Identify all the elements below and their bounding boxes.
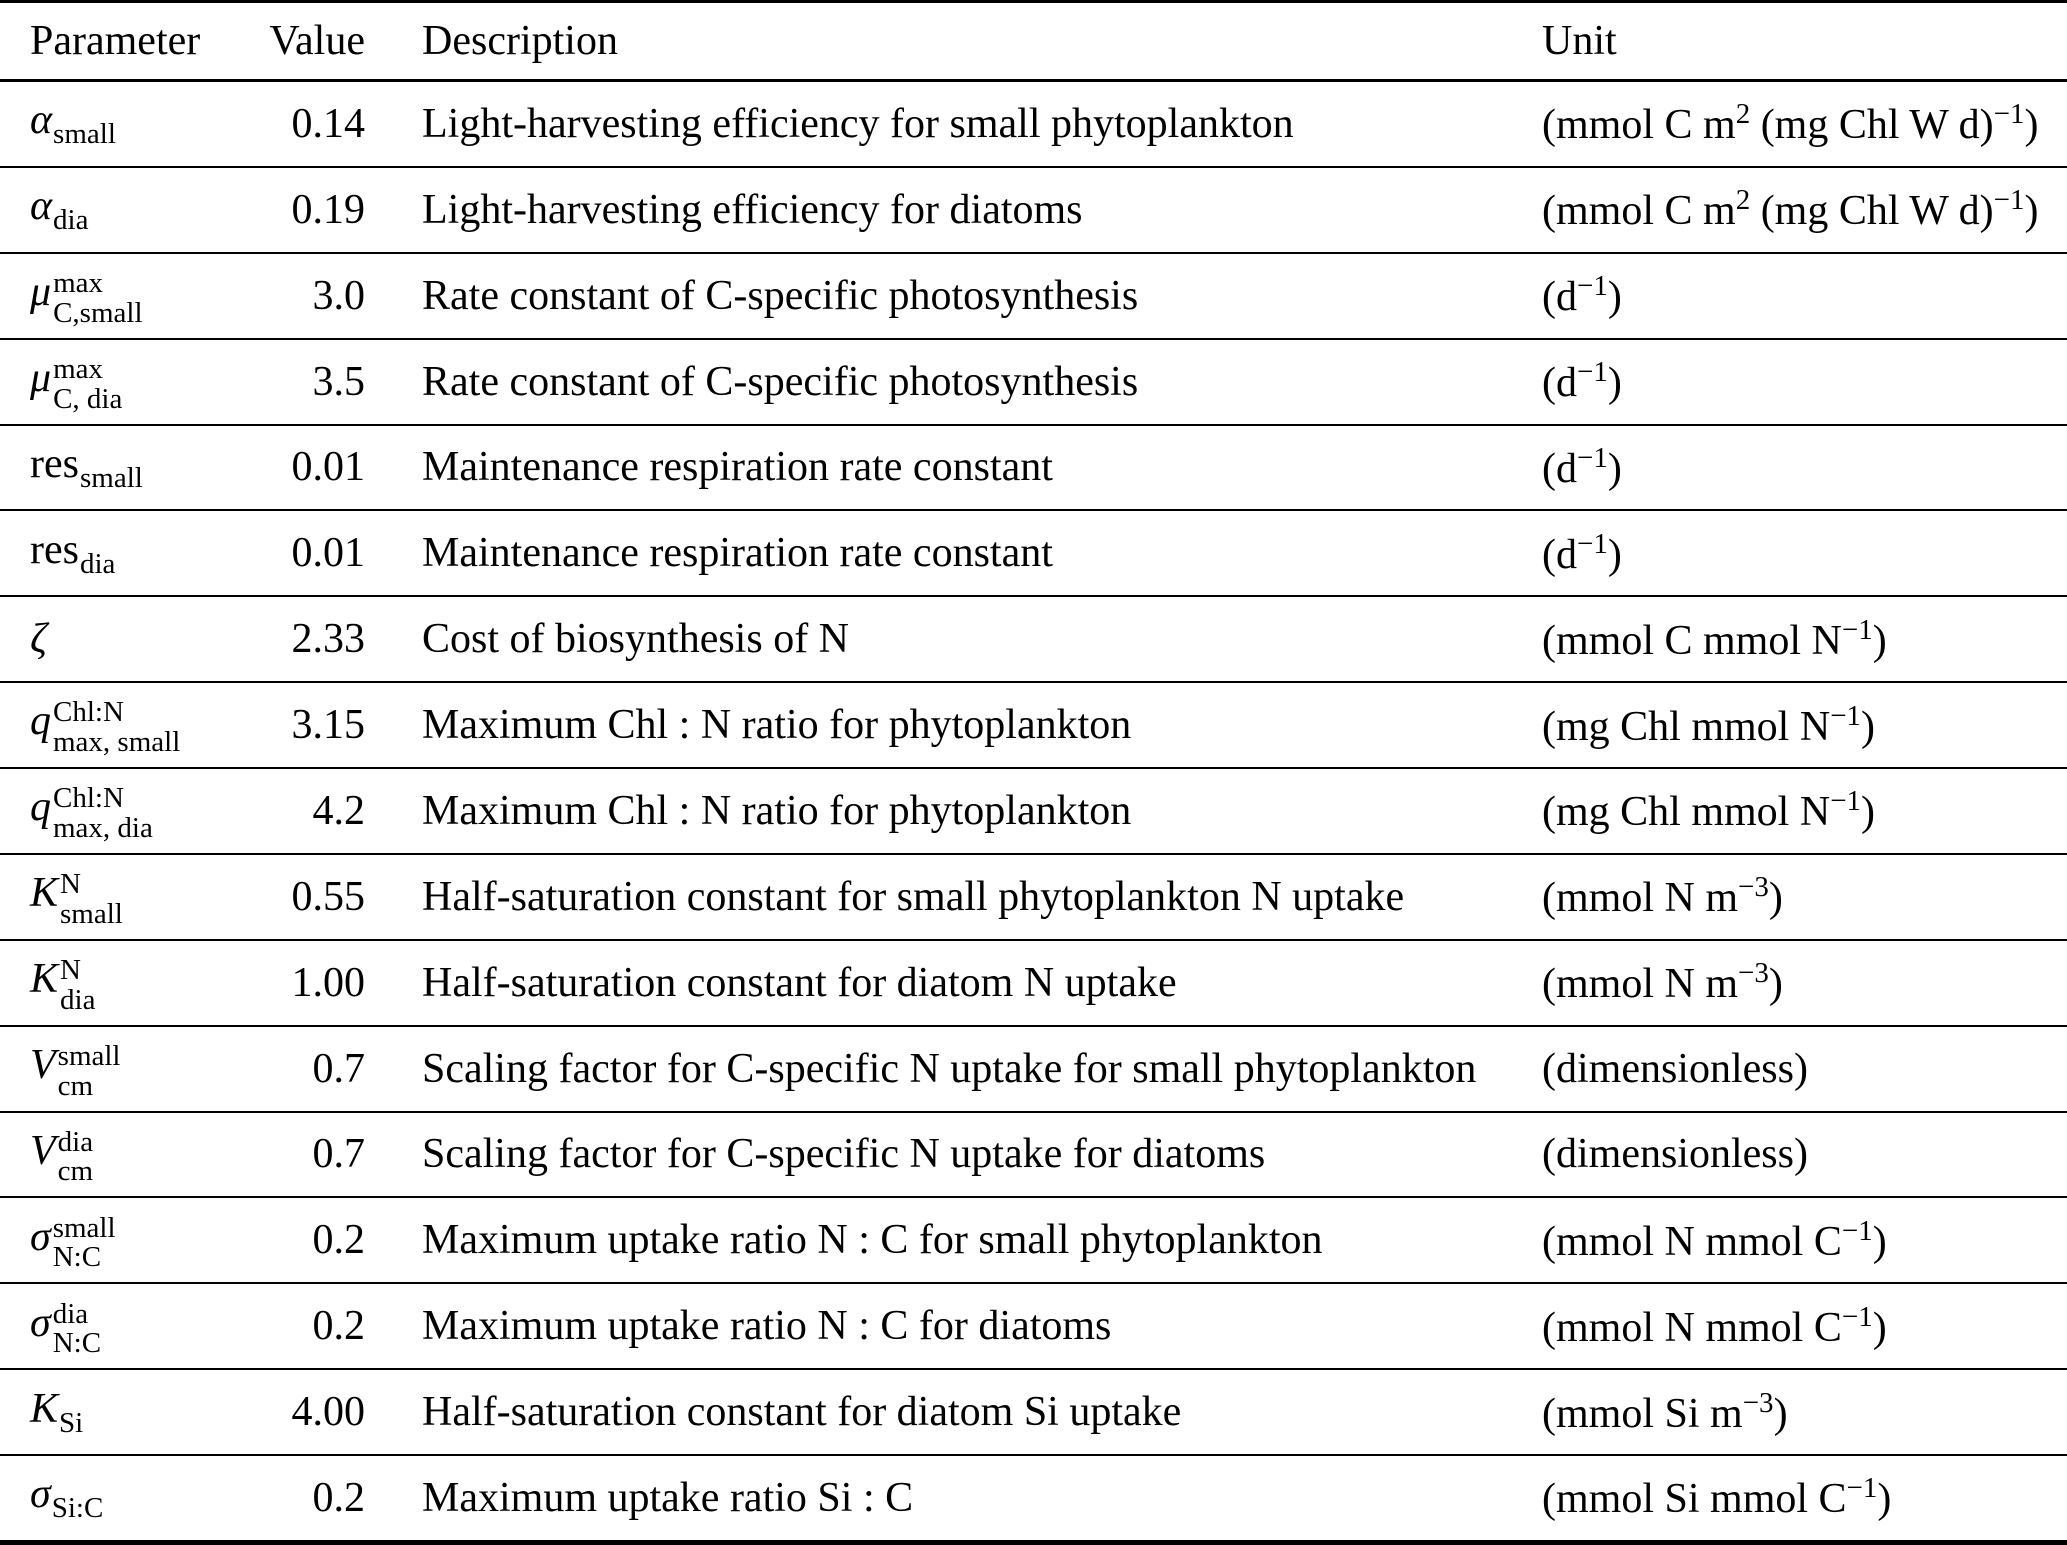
parameter-scripts <box>52 1297 102 1360</box>
unit-text: (dimensionless) <box>1542 1131 1808 1178</box>
description-cell: Half-saturation constant for diatom N uptake <box>422 959 1177 1006</box>
unit-text: ) <box>1872 1218 1887 1265</box>
table-row <box>0 426 2067 512</box>
unit-text: ) <box>1773 1390 1788 1437</box>
parameter-symbol: σ <box>30 1471 51 1518</box>
parameter-cell <box>0 615 250 663</box>
parameter-cell <box>0 1297 250 1360</box>
value-cell: 0.2 <box>312 1474 365 1521</box>
unit-cell <box>1542 1472 2067 1523</box>
value-cell: 4.00 <box>291 1389 365 1436</box>
parameter-superscript: max <box>53 267 104 300</box>
value-cell: 2.33 <box>291 616 365 663</box>
parameter-subscript: Si <box>59 1406 84 1439</box>
unit-superscript: −3 <box>1738 871 1769 904</box>
value-cell: 3.15 <box>291 702 365 749</box>
unit-cell <box>1542 700 2067 751</box>
unit-text: (mmol N mmol C <box>1542 1304 1842 1351</box>
table-row <box>0 340 2067 426</box>
parameter-cell <box>0 1470 250 1525</box>
parameter-symbol: σ <box>30 1213 51 1260</box>
unit-superscript: −3 <box>1738 957 1769 990</box>
unit-superscript: −1 <box>1830 699 1862 732</box>
unit-text: ) <box>1872 617 1887 664</box>
table-row <box>0 683 2067 769</box>
parameter-subscript: N:C <box>52 1327 102 1360</box>
table-row <box>0 1284 2067 1370</box>
unit-superscript: −1 <box>1830 785 1862 818</box>
parameter-subscript: small <box>79 461 143 494</box>
unit-text: ) <box>1877 1476 1892 1523</box>
parameter-subscript: dia <box>79 547 116 580</box>
description-cell: Maintenance respiration rate constant <box>422 444 1053 491</box>
unit-cell <box>1542 614 2067 665</box>
unit-text: (mg Chl mmol N <box>1542 789 1831 836</box>
parameter-superscript: max <box>53 352 104 385</box>
parameter-subscript: small <box>53 118 116 151</box>
unit-superscript: −1 <box>1993 184 2025 217</box>
parameter-cell <box>0 695 250 759</box>
value-cell: 0.19 <box>291 186 365 233</box>
parameter-subscript: C,small <box>53 296 143 329</box>
unit-superscript: −1 <box>1841 1300 1873 1333</box>
unit-superscript: −1 <box>1841 1214 1873 1247</box>
parameter-scripts <box>60 956 95 1015</box>
parameter-symbol: ζ <box>30 616 48 663</box>
unit-text: ) <box>2024 102 2039 149</box>
description-cell: Rate constant of C-specific photosynthesis <box>422 358 1139 405</box>
value-cell: 0.01 <box>291 530 365 577</box>
table-row <box>0 597 2067 683</box>
parameter-subscript: dia <box>53 204 89 237</box>
parameter-subscript: Si:C <box>51 1492 104 1525</box>
unit-superscript: −1 <box>1846 1472 1878 1505</box>
table-row <box>0 1113 2067 1199</box>
unit-text: (mg Chl W d) <box>1750 102 1994 149</box>
unit-text: ) <box>1768 961 1783 1008</box>
parameter-scripts <box>57 1039 121 1102</box>
description-cell: Maintenance respiration rate constant <box>422 530 1053 577</box>
unit-text: ) <box>1768 875 1783 922</box>
col-header-parameter: Parameter <box>30 18 201 64</box>
value-cell: 3.0 <box>312 272 365 319</box>
unit-cell <box>1542 871 2067 922</box>
unit-superscript: −1 <box>1577 356 1608 389</box>
value-cell: 3.5 <box>312 358 365 405</box>
unit-cell <box>1542 1387 2067 1438</box>
parameter-subscript: cm <box>57 1155 94 1188</box>
unit-superscript: 2 <box>1735 98 1751 131</box>
parameter-cell <box>0 96 250 151</box>
description-cell: Half-saturation constant for diatom Si uptake <box>422 1389 1182 1436</box>
description-cell: Half-saturation constant for small phytoplankton N uptake <box>422 873 1405 920</box>
unit-text: ) <box>1607 360 1622 407</box>
parameter-cell <box>0 182 250 237</box>
unit-text: (mg Chl W d) <box>1750 188 1994 235</box>
parameter-superscript: N <box>60 868 81 901</box>
unit-text: (d <box>1542 274 1577 321</box>
col-header-unit: Unit <box>1542 18 1617 64</box>
table-row <box>0 168 2067 254</box>
value-cell: 1.00 <box>291 959 365 1006</box>
unit-text: (d <box>1542 360 1577 407</box>
parameter-superscript: dia <box>57 1125 94 1158</box>
unit-cell <box>1542 270 2067 321</box>
table-row <box>0 1198 2067 1284</box>
parameter-subscript: dia <box>60 983 96 1016</box>
parameter-symbol: μ <box>30 355 52 402</box>
parameter-symbol: res <box>30 526 79 573</box>
unit-cell <box>1542 1215 2067 1266</box>
parameter-scripts <box>60 870 123 929</box>
table-row <box>0 511 2067 597</box>
unit-text: (d <box>1542 445 1577 492</box>
parameter-subscript: cm <box>57 1069 94 1102</box>
unit-text: (mmol N m <box>1542 875 1738 922</box>
value-cell: 0.55 <box>291 873 365 920</box>
table-row <box>0 254 2067 340</box>
col-header-value: Value <box>269 18 365 64</box>
parameter-scripts <box>53 269 142 328</box>
parameter-scripts <box>52 1211 116 1274</box>
unit-text: ) <box>2024 188 2039 235</box>
unit-cell <box>1542 785 2067 836</box>
unit-superscript: −1 <box>1577 527 1608 560</box>
unit-superscript: 2 <box>1735 184 1751 217</box>
table-body <box>0 82 2067 1540</box>
parameter-symbol: σ <box>30 1299 51 1346</box>
value-cell: 4.2 <box>312 787 365 834</box>
parameter-superscript: dia <box>52 1297 89 1330</box>
description-cell: Rate constant of C-specific photosynthesis <box>422 272 1139 319</box>
parameter-cell <box>0 1385 250 1440</box>
unit-superscript: −1 <box>1993 98 2025 131</box>
value-cell: 0.01 <box>291 444 365 491</box>
col-header-description: Description <box>422 18 618 64</box>
table-row <box>0 82 2067 168</box>
unit-cell <box>1542 184 2067 235</box>
parameter-cell <box>0 526 250 581</box>
table-bottom-rule <box>0 1540 2067 1545</box>
unit-text: ) <box>1607 445 1622 492</box>
unit-cell <box>1542 1130 2067 1178</box>
parameter-cell <box>0 781 250 844</box>
parameter-superscript: Chl:N <box>53 782 124 815</box>
description-cell: Maximum uptake ratio N : C for small phytoplankton <box>422 1217 1323 1264</box>
parameter-symbol: K <box>30 1385 59 1432</box>
unit-text: (mmol C mmol N <box>1542 617 1842 664</box>
table-row <box>0 1370 2067 1456</box>
unit-text: ) <box>1872 1304 1887 1351</box>
parameter-symbol: V <box>30 1128 56 1175</box>
table-row <box>0 941 2067 1027</box>
parameter-symbol: μ <box>30 269 52 316</box>
value-cell: 0.7 <box>312 1131 365 1178</box>
value-cell: 0.2 <box>312 1303 365 1350</box>
parameter-superscript: Chl:N <box>53 696 124 729</box>
unit-text: (mmol N mmol C <box>1542 1218 1842 1265</box>
unit-text: ) <box>1861 789 1876 836</box>
parameter-cell <box>0 266 250 329</box>
parameter-subscript: C, dia <box>53 382 123 415</box>
unit-text: (mmol Si mmol C <box>1542 1476 1847 1523</box>
unit-text: ) <box>1607 274 1622 321</box>
unit-text: (d <box>1542 531 1577 578</box>
description-cell: Maximum Chl : N ratio for phytoplankton <box>422 702 1132 749</box>
parameter-symbol: K <box>30 870 59 917</box>
unit-text: (mmol N m <box>1542 961 1738 1008</box>
parameter-subscript: N:C <box>52 1241 102 1274</box>
parameter-subscript: max, small <box>53 726 181 759</box>
unit-superscript: −1 <box>1577 441 1608 474</box>
unit-superscript: −3 <box>1742 1386 1774 1419</box>
unit-text: (dimensionless) <box>1542 1045 1808 1092</box>
description-cell: Scaling factor for C-specific N uptake for diatoms <box>422 1131 1266 1178</box>
unit-cell <box>1542 1301 2067 1352</box>
table-row <box>0 855 2067 941</box>
value-cell: 0.14 <box>291 100 365 147</box>
table-row <box>0 1027 2067 1113</box>
table-row <box>0 769 2067 855</box>
parameter-superscript: N <box>60 954 81 987</box>
description-cell: Light-harvesting efficiency for diatoms <box>422 186 1083 233</box>
parameter-superscript: small <box>57 1039 121 1072</box>
parameter-cell <box>0 1039 250 1102</box>
parameter-symbol: K <box>30 956 59 1003</box>
unit-text: (mmol C m <box>1542 188 1736 235</box>
parameter-cell <box>0 352 250 415</box>
parameter-cell <box>0 953 250 1016</box>
parameter-cell <box>0 867 250 930</box>
unit-cell <box>1542 442 2067 493</box>
parameter-superscript: small <box>52 1211 116 1244</box>
description-cell: Scaling factor for C-specific N uptake for small phytoplankton <box>422 1045 1477 1092</box>
parameter-subscript: max, dia <box>53 811 153 844</box>
unit-text: (mg Chl mmol N <box>1542 703 1831 750</box>
unit-superscript: −1 <box>1577 270 1608 303</box>
description-cell: Light-harvesting efficiency for small phytoplankton <box>422 100 1294 147</box>
unit-cell <box>1542 957 2067 1008</box>
description-cell: Maximum uptake ratio Si : C <box>422 1474 914 1521</box>
parameter-cell <box>0 440 250 495</box>
parameter-symbol: q <box>30 698 51 745</box>
parameter-subscript: small <box>60 897 123 930</box>
description-cell: Maximum uptake ratio N : C for diatoms <box>422 1303 1112 1350</box>
unit-superscript: −1 <box>1841 613 1873 646</box>
unit-text: (mmol Si m <box>1542 1390 1743 1437</box>
description-cell: Maximum Chl : N ratio for phytoplankton <box>422 787 1132 834</box>
parameter-symbol: α <box>30 183 53 230</box>
unit-text: (mmol C m <box>1542 102 1736 149</box>
value-cell: 0.2 <box>312 1217 365 1264</box>
unit-cell <box>1542 528 2067 579</box>
unit-cell <box>1542 356 2067 407</box>
value-cell: 0.7 <box>312 1045 365 1092</box>
parameter-symbol: V <box>30 1042 56 1089</box>
description-cell: Cost of biosynthesis of N <box>422 616 850 663</box>
parameter-scripts <box>53 352 123 415</box>
parameter-cell <box>0 1125 250 1188</box>
table-header-row <box>0 3 2067 79</box>
parameter-symbol: α <box>30 97 53 144</box>
table-row <box>0 1456 2067 1540</box>
unit-text: ) <box>1607 531 1622 578</box>
unit-text: ) <box>1861 703 1876 750</box>
parameter-symbol: q <box>30 784 51 831</box>
unit-cell <box>1542 1045 2067 1093</box>
parameter-scripts <box>53 784 153 843</box>
parameter-scripts <box>57 1125 94 1188</box>
unit-cell <box>1542 98 2067 149</box>
parameter-symbol: res <box>30 440 79 487</box>
parameter-scripts <box>53 698 180 757</box>
parameter-cell <box>0 1211 250 1274</box>
